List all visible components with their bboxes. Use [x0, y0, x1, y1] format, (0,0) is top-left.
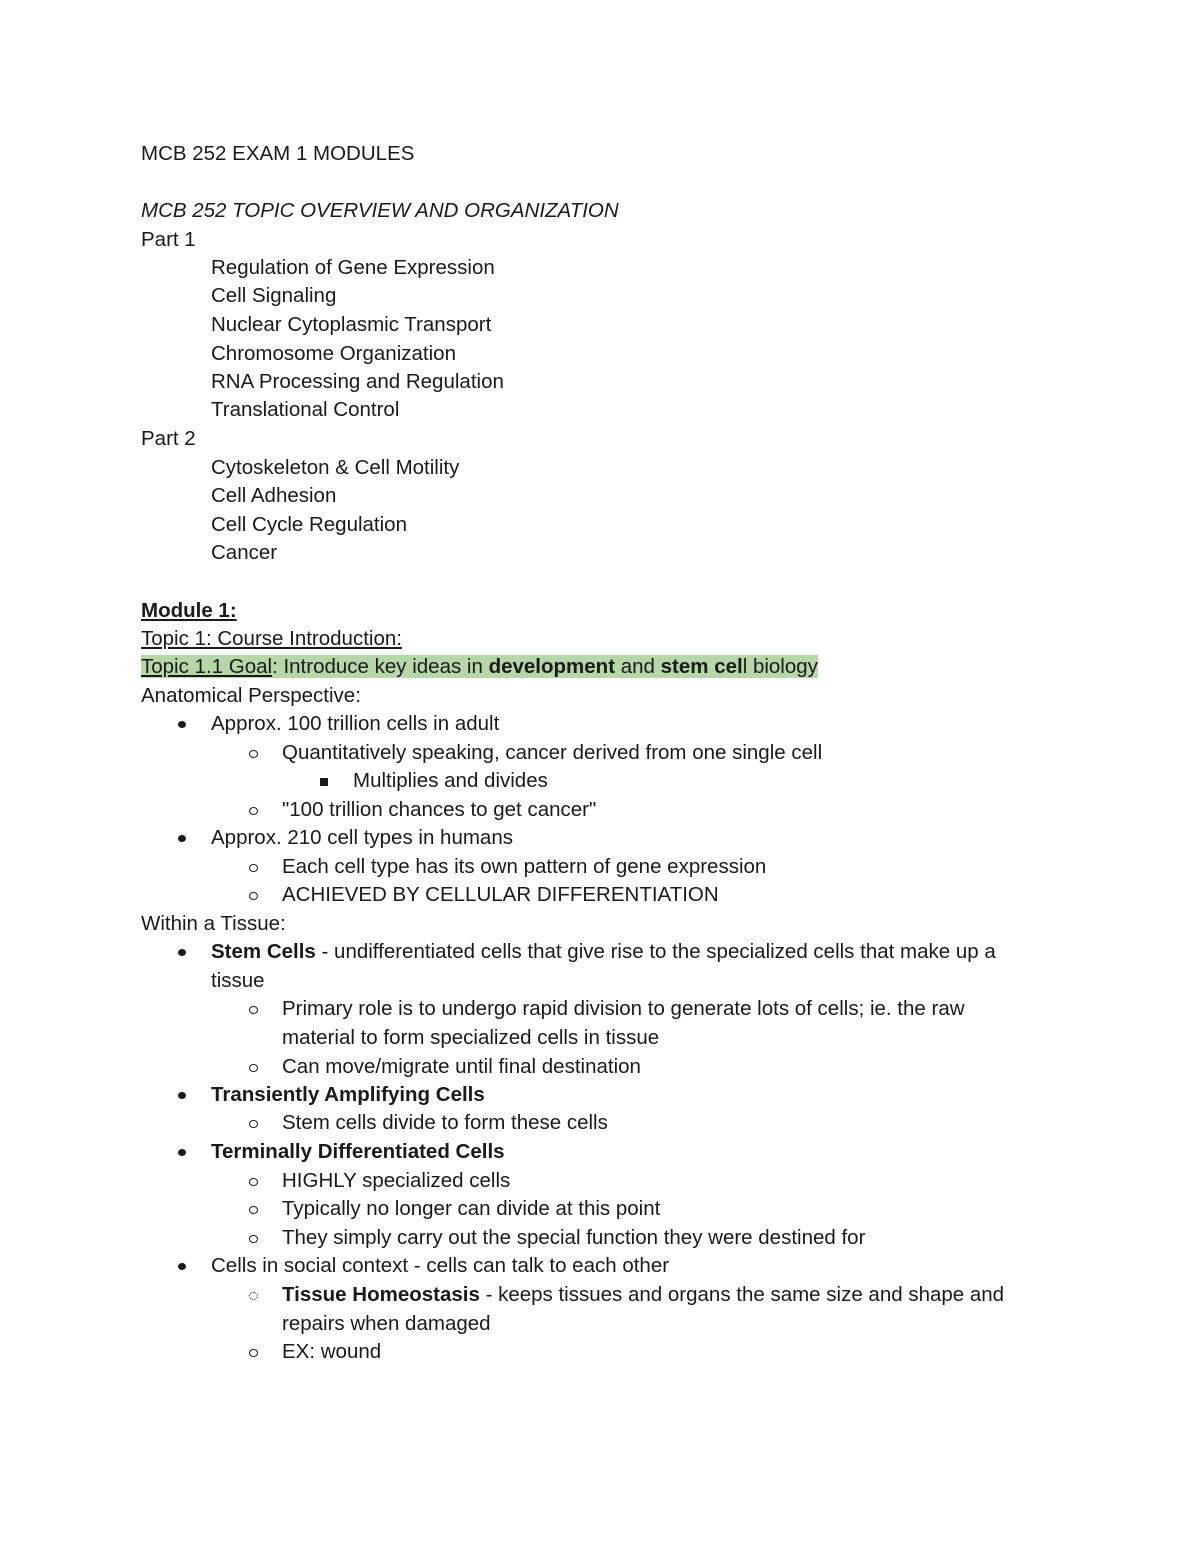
list-item-continued: tissue — [211, 969, 265, 992]
bullet-dot-icon — [178, 938, 186, 966]
tissue-heading: Within a Tissue: — [141, 912, 286, 935]
bullet-square-icon — [320, 767, 328, 795]
goal-text: and — [615, 655, 661, 678]
bullet-dot-icon — [178, 1081, 186, 1109]
bullet-circle-icon — [249, 1338, 258, 1366]
overview-heading: MCB 252 TOPIC OVERVIEW AND ORGANIZATION — [141, 199, 619, 222]
bullet-circle-icon — [249, 995, 258, 1023]
list-item-continued: material to form specialized cells in tissue — [282, 1026, 660, 1049]
goal-text: l biology — [742, 655, 818, 678]
bullet-circle-icon — [249, 1195, 258, 1223]
bullet-circle-icon — [249, 739, 258, 767]
bullet-circle-icon — [249, 1053, 258, 1081]
bullet-circle-icon — [249, 1224, 258, 1252]
part1-item: Chromosome Organization — [211, 342, 456, 365]
term-definition: - keeps tissues and organs the same size and shape and — [479, 1283, 1005, 1306]
goal-label: Topic 1.1 Goal — [141, 655, 273, 678]
term-tissue-homeostasis: Tissue Homeostasis — [282, 1283, 480, 1306]
term-terminal-cells: Terminally Differentiated Cells — [211, 1140, 505, 1163]
list-item: Each cell type has its own pattern of gene expression — [282, 855, 767, 878]
list-item: EX: wound — [282, 1340, 382, 1363]
bullet-circle-icon — [249, 853, 258, 881]
topic-heading: Topic 1: Course Introduction: — [141, 627, 402, 650]
document-title: MCB 252 EXAM 1 MODULES — [141, 142, 415, 165]
part2-item: Cytoskeleton & Cell Motility — [211, 456, 460, 479]
list-item-continued: repairs when damaged — [282, 1312, 491, 1335]
part2-item: Cancer — [211, 541, 278, 564]
goal-bold-development: development — [488, 655, 616, 678]
list-item: "100 trillion chances to get cancer" — [282, 798, 597, 821]
list-item: They simply carry out the special function they were destined for — [282, 1226, 866, 1249]
list-item: Quantitatively speaking, cancer derived from one single cell — [282, 741, 823, 764]
part1-item: Cell Signaling — [211, 284, 337, 307]
part1-item: Nuclear Cytoplasmic Transport — [211, 313, 492, 336]
bullet-circle-icon — [249, 1109, 258, 1137]
module-heading: Module 1: — [141, 599, 237, 622]
bullet-dot-icon — [178, 1252, 186, 1280]
part1-item: Regulation of Gene Expression — [211, 256, 495, 279]
bullet-circle-icon — [249, 796, 258, 824]
list-item: Multiplies and divides — [353, 769, 548, 792]
list-item: Stem cells divide to form these cells — [282, 1111, 608, 1134]
bullet-dot-icon — [178, 1138, 186, 1166]
bullet-dot-icon — [178, 710, 186, 738]
term-transient-cells: Transiently Amplifying Cells — [211, 1083, 485, 1106]
bullet-circle-icon — [249, 1281, 258, 1309]
part2-item: Cell Cycle Regulation — [211, 513, 407, 536]
anatomical-heading: Anatomical Perspective: — [141, 684, 361, 707]
term-stem-cells: Stem Cells — [211, 940, 316, 963]
goal-text: : Introduce key ideas in — [272, 655, 489, 678]
part1-label: Part 1 — [141, 228, 196, 251]
list-item — [282, 1281, 1004, 1309]
list-item: ACHIEVED BY CELLULAR DIFFERENTIATION — [282, 883, 719, 906]
part2-item: Cell Adhesion — [211, 484, 337, 507]
topic-goal — [141, 653, 818, 681]
term-definition: - undifferentiated cells that give rise to the specialized cells that make up a — [315, 940, 996, 963]
part1-item: Translational Control — [211, 398, 400, 421]
part1-item: RNA Processing and Regulation — [211, 370, 504, 393]
list-item: Cells in social context - cells can talk to each other — [211, 1254, 670, 1277]
list-item: Typically no longer can divide at this point — [282, 1197, 661, 1220]
list-item: Approx. 210 cell types in humans — [211, 826, 513, 849]
list-item: Approx. 100 trillion cells in adult — [211, 712, 500, 735]
list-item: Primary role is to undergo rapid division to generate lots of cells; ie. the raw — [282, 997, 965, 1020]
goal-bold-stem-cell: stem cel — [660, 655, 743, 678]
bullet-dot-icon — [178, 824, 186, 852]
bullet-circle-icon — [249, 881, 258, 909]
list-item: HIGHLY specialized cells — [282, 1169, 511, 1192]
list-item: Can move/migrate until final destination — [282, 1055, 641, 1078]
bullet-circle-icon — [249, 1167, 258, 1195]
list-item — [211, 938, 996, 966]
part2-label: Part 2 — [141, 427, 196, 450]
